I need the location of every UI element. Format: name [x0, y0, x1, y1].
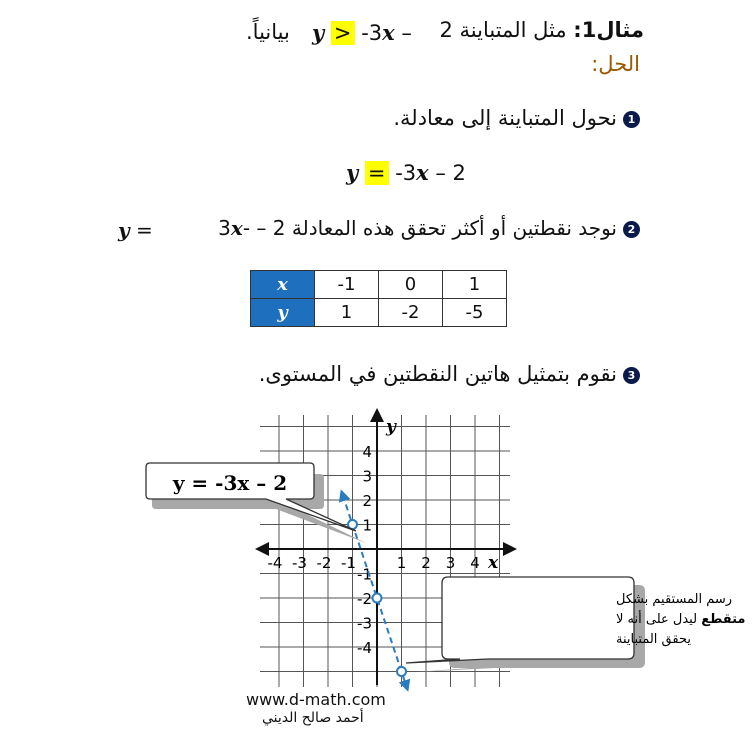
eq-coef: -3	[395, 161, 417, 185]
x-tick-label: 2	[421, 554, 431, 572]
table-cell: 1	[443, 271, 507, 299]
x-axis-label: x	[488, 553, 499, 573]
y-header-cell: y	[251, 299, 315, 327]
solution-label: الحل:	[591, 52, 640, 76]
step-text: نقوم بتمثيل هاتين النقطتين في المستوى.	[258, 362, 617, 386]
eq-sign: =	[365, 161, 389, 185]
y-tick-label: -3	[357, 614, 372, 633]
y-tick-label: 3	[362, 467, 372, 486]
step-number-badge: 3	[623, 367, 640, 384]
eq-y: y	[346, 160, 359, 185]
ineq-dash: –	[401, 21, 412, 45]
x-tick-label: 1	[396, 554, 407, 572]
example-title	[439, 18, 644, 42]
note-line-3: يحقق المتباينة	[616, 632, 691, 647]
y-tick-label: 4	[362, 443, 372, 461]
y-tick-label: -4	[357, 639, 372, 657]
step2-y: y	[118, 218, 130, 242]
ineq-x: x	[382, 20, 395, 45]
plotted-point	[397, 667, 406, 676]
x-tick-label: -2	[316, 554, 332, 572]
step-text: نحول المتباينة إلى معادلة.	[393, 106, 617, 130]
step-number-badge: 2	[623, 221, 640, 238]
example-label: مثال1	[581, 18, 644, 42]
ineq-symbol: >	[331, 21, 355, 45]
step-text: نوجد نقطتين أو أكثر تحقق هذه المعادلة 2 – -3	[218, 216, 617, 240]
table-cell: 0	[379, 271, 443, 299]
callout-equation-text: y = -3x – 2	[172, 471, 288, 495]
x-tick-label: 4	[470, 554, 480, 572]
step-3	[259, 362, 640, 386]
table-row	[251, 299, 507, 327]
step-1	[393, 106, 640, 130]
ineq-y: y	[312, 20, 325, 45]
ineq-coef: -3	[361, 21, 383, 45]
note-line-2	[616, 610, 745, 627]
eq-rest: – 2	[435, 161, 466, 185]
y-tick-label: 2	[362, 492, 372, 510]
equation	[346, 160, 466, 185]
table-cell: 1	[315, 299, 379, 327]
x-tick-label: -3	[292, 554, 307, 572]
table-cell: -5	[443, 299, 507, 327]
table-cell: -2	[379, 299, 443, 327]
y-tick-label: -2	[357, 590, 372, 608]
plotted-point	[373, 594, 382, 603]
note-bold-word: متقطع	[701, 612, 746, 627]
x-tick-label: -1	[341, 554, 356, 572]
example-text: مثل المتباينة 2	[439, 18, 567, 42]
website-url: www.d-math.com	[246, 690, 386, 709]
example-colon: :	[573, 18, 582, 42]
step-2	[218, 216, 640, 240]
author-name: أحمد صالح الديني	[262, 710, 364, 726]
x-header-cell: x	[251, 271, 315, 299]
values-table	[250, 270, 507, 327]
step2-eq-sign: =	[135, 218, 153, 242]
x-tick-label: -4	[267, 554, 283, 572]
note-callout	[406, 577, 634, 663]
step2-x: x	[230, 216, 243, 240]
note-line-1: رسم المستقيم بشكل	[616, 592, 733, 607]
note-line-2-rest: ليدل على أنه لا	[616, 612, 702, 627]
table-cell: -1	[315, 271, 379, 299]
y-tick-label: -1	[357, 565, 372, 584]
x-tick-label: 3	[445, 554, 456, 572]
example-tail: بيانياً.	[246, 20, 290, 44]
example-inequality	[312, 20, 412, 45]
coordinate-plane	[120, 395, 746, 690]
y-tick-label: 1	[362, 516, 372, 535]
table-row	[251, 271, 507, 299]
step-number-badge: 1	[623, 111, 640, 128]
y-axis-label: y	[386, 417, 396, 437]
step2-equation-left	[118, 218, 153, 242]
eq-x: x	[416, 160, 429, 185]
